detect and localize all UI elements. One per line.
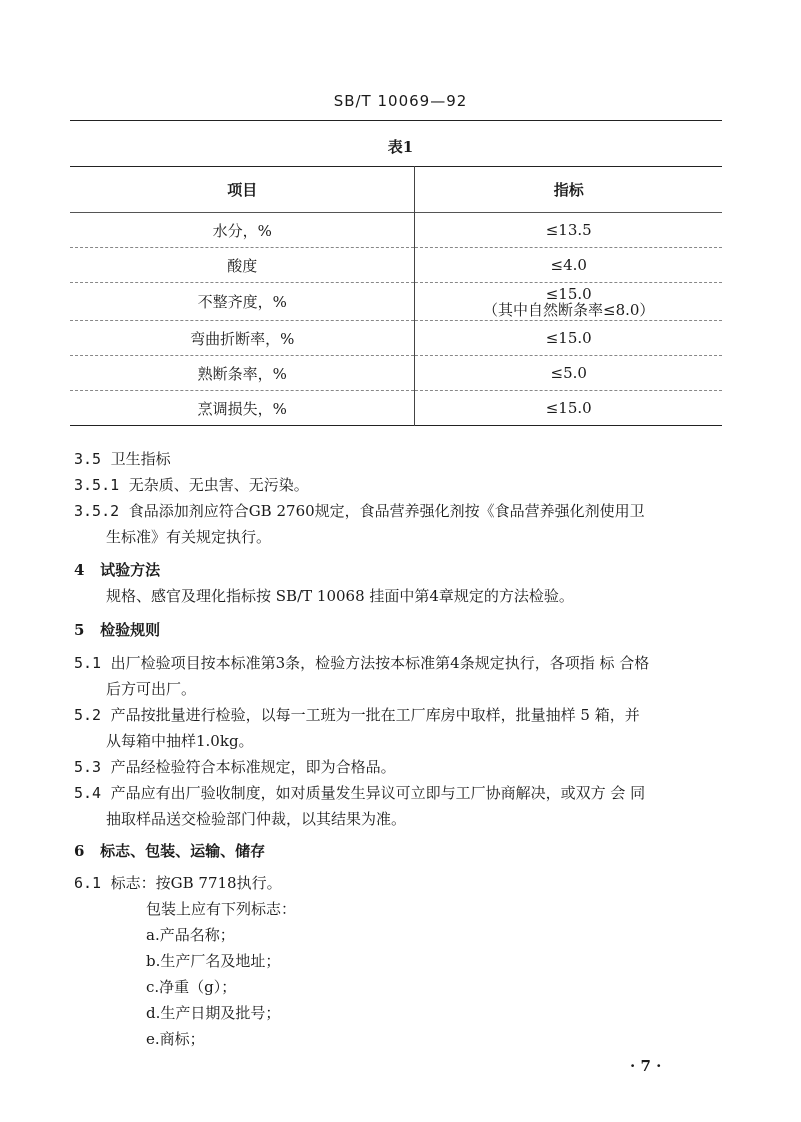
column-header-item: 项目 (70, 167, 415, 213)
section-4-heading: 4 试验方法 (74, 561, 161, 579)
table-caption: 表1 (387, 138, 414, 156)
row-item: 水分，% (70, 213, 415, 248)
section-3-5-2: 3.5.2 食品添加剂应符合GB 2760规定，食品营养强化剂按《食品营养强化剂使用卫 (74, 502, 645, 520)
list-item: e.商标； (146, 1030, 205, 1048)
section-5-2: 5.2 产品按批量进行检验，以每一工班为一批在工厂库房中取样，批量抽样 5 箱，并 (74, 706, 640, 724)
list-item: d.生产日期及批号； (146, 1004, 281, 1022)
section-5-2-cont: 从每箱中抽样1.0kg。 (106, 732, 254, 750)
label-intro: 包装上应有下列标志： (146, 900, 297, 918)
row-value-note: （其中自然断条率≤8.0） (483, 300, 655, 319)
table-row (70, 283, 722, 321)
table-row (70, 248, 722, 283)
section-5-1: 5.1 出厂检验项目按本标准第3条，检验方法按本标准第4条规定执行，各项指 标 合格 (74, 654, 650, 672)
section-5-4: 5.4 产品应有出厂验收制度，如对质量发生异议可立即与工厂协商解决，或双方 会 同 (74, 784, 646, 802)
row-item: 不整齐度，% (70, 283, 415, 321)
header-rule (70, 120, 722, 121)
row-item: 烹调损失，% (70, 391, 415, 426)
page-number: · 7 · (630, 1057, 662, 1075)
table-header-row (70, 167, 722, 213)
section-6-1: 6.1 标志：按GB 7718执行。 (74, 874, 282, 892)
table-row (70, 213, 722, 248)
row-value: ≤15.0 (545, 399, 592, 417)
list-item: a.产品名称； (146, 926, 235, 944)
row-value: ≤4.0 (550, 256, 587, 274)
section-3-5-2-cont: 生标准》有关规定执行。 (106, 528, 272, 546)
row-value: ≤15.0 (545, 284, 592, 303)
list-item: c.净重（g）； (146, 978, 237, 996)
spec-table (70, 166, 722, 426)
table-row (70, 391, 722, 426)
row-value-compound (415, 283, 722, 321)
section-6-heading: 6 标志、包装、运输、储存 (74, 842, 266, 860)
row-value: ≤13.5 (545, 221, 592, 239)
table-row (70, 356, 722, 391)
column-header-value: 指标 (553, 181, 584, 199)
section-5-1-cont: 后方可出厂。 (106, 680, 197, 698)
section-5-4-cont: 抽取样品送交检验部门仲裁，以其结果为准。 (106, 810, 407, 828)
row-value: ≤15.0 (545, 329, 592, 347)
table-row (70, 321, 722, 356)
row-item: 熟断条率，% (70, 356, 415, 391)
section-3-5: 3.5 卫生指标 (74, 450, 171, 468)
section-3-5-1: 3.5.1 无杂质、无虫害、无污染。 (74, 476, 309, 494)
row-item: 弯曲折断率，% (70, 321, 415, 356)
standard-code-header: SB/T 10069—92 (333, 92, 468, 110)
list-item: b.生产厂名及地址； (146, 952, 281, 970)
section-title: 卫生指标 (110, 450, 171, 468)
row-value: ≤5.0 (550, 364, 587, 382)
section-5-heading: 5 检验规则 (74, 621, 161, 639)
row-item: 酸度 (70, 248, 415, 283)
section-5-3: 5.3 产品经检验符合本标准规定，即为合格品。 (74, 758, 396, 776)
section-4-text: 规格、感官及理化指标按 SB/T 10068 挂面中第4章规定的方法检验。 (106, 587, 574, 605)
